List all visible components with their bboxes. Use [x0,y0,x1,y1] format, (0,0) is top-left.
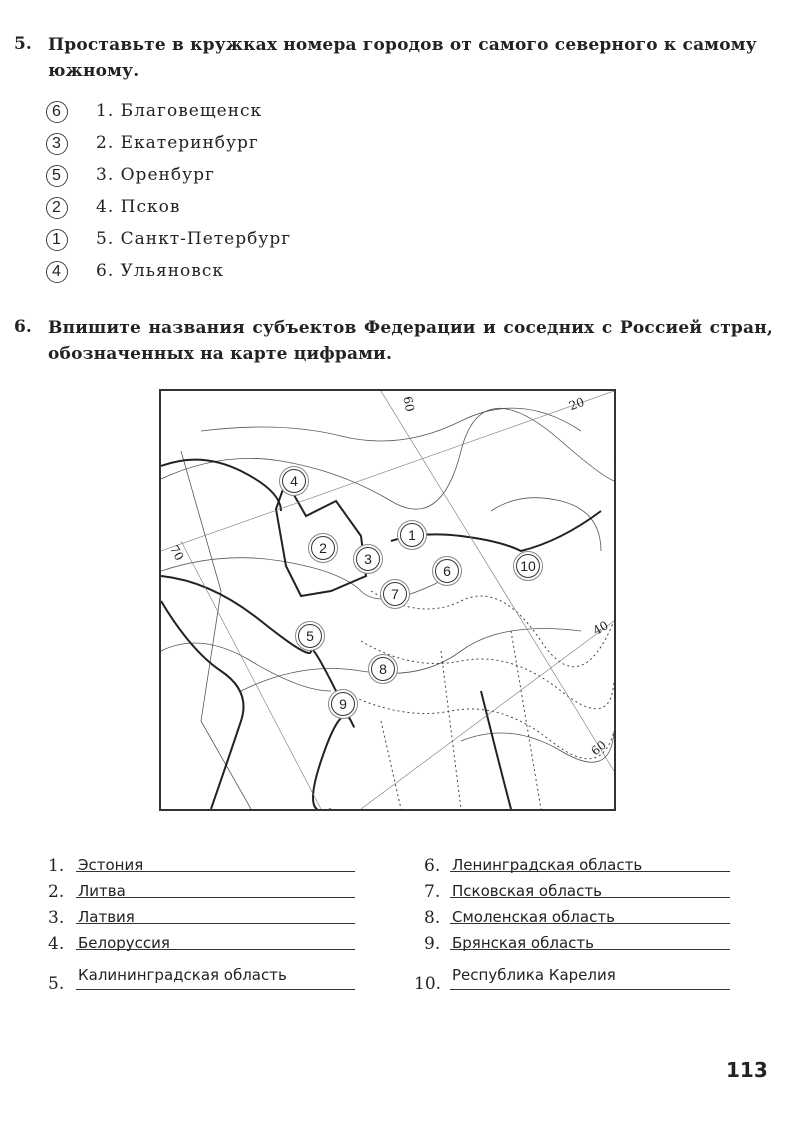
city-label: 6. Ульяновск [96,261,224,281]
task6-text: Впишите названия субъектов Федерации и соседних с Россией стран, обозначенных на карте цифрами. [48,318,773,364]
city-label: 2. Екатеринбург [96,133,259,153]
answer-circle[interactable]: 5 [46,165,68,187]
answer-number: 7. [424,882,441,902]
contour-map [159,389,616,811]
marker-number: 7 [391,586,399,602]
answer-text: Ленинградская область [452,856,643,874]
answer-text: Брянская область [452,934,594,952]
marker-number: 2 [319,540,327,556]
answer-text: Литва [78,882,126,900]
answer-number: 10. [414,974,442,994]
answer-line[interactable] [414,874,730,902]
answer-circle[interactable]: 3 [46,133,68,155]
answer-number: 4. [48,934,65,954]
answer-circle[interactable]: 4 [46,261,68,283]
city-label: 3. Оренбург [96,165,215,185]
task5-text: Проставьте в кружках номера городов от самого северного к самому южному. [48,35,757,81]
marker-number: 9 [339,696,347,712]
city-label: 1. Благовещенск [96,101,263,121]
grid-label: 40 [590,618,611,638]
marker-number: 8 [379,661,387,677]
answer-text: Белоруссия [78,934,170,952]
answer-number: 8. [424,908,441,928]
answer-text: Псковская область [452,882,602,900]
task5-number: 5. [14,34,32,54]
marker-number: 6 [443,563,451,579]
map-marker-9 [331,692,355,716]
page-number: 113 [726,1058,768,1082]
answer-number: 6. [424,856,441,876]
answer-text: Смоленская область [452,908,615,926]
grid-label: 70 [166,542,187,564]
marker-number: 1 [408,527,416,543]
answer-text: Калининградская область [78,966,287,984]
grid-label: 60 [400,395,417,413]
answer-circle[interactable]: 2 [46,197,68,219]
answer-text: Эстония [78,856,144,874]
answer-circle[interactable]: 1 [46,229,68,251]
map-marker-2 [311,536,335,560]
city-label: 4. Псков [96,197,181,217]
marker-number: 4 [290,473,298,489]
map-marker-6 [435,559,459,583]
marker-number: 3 [364,551,372,567]
grid-label: 20 [567,394,587,414]
answer-line[interactable] [414,900,730,928]
answer-line[interactable] [48,874,355,902]
answer-number: 2. [48,882,65,902]
answer-number: 5. [48,974,65,994]
map-marker-8 [371,657,395,681]
map-marker-5 [298,624,322,648]
grid-label: 60 [588,737,609,759]
marker-number: 5 [306,628,314,644]
answer-line[interactable] [48,926,355,954]
answer-line[interactable] [414,966,730,994]
answer-number: 9. [424,934,441,954]
answer-line[interactable] [48,966,355,994]
map-marker-7 [383,582,407,606]
answer-line[interactable] [414,848,730,876]
answer-circle[interactable]: 6 [46,101,68,123]
marker-number: 10 [520,558,536,574]
answer-line[interactable] [48,900,355,928]
task6-number: 6. [14,317,32,337]
map-marker-4 [282,469,306,493]
answer-line[interactable] [48,848,355,876]
answer-text: Республика Карелия [452,966,616,984]
answer-number: 3. [48,908,65,928]
answer-line[interactable] [414,926,730,954]
map-marker-3 [356,547,380,571]
map-marker-10 [516,554,540,578]
city-label: 5. Санкт-Петербург [96,229,292,249]
underline [450,989,730,990]
underline [76,989,355,990]
answer-text: Латвия [78,908,135,926]
answer-number: 1. [48,856,65,876]
map-marker-1 [400,523,424,547]
